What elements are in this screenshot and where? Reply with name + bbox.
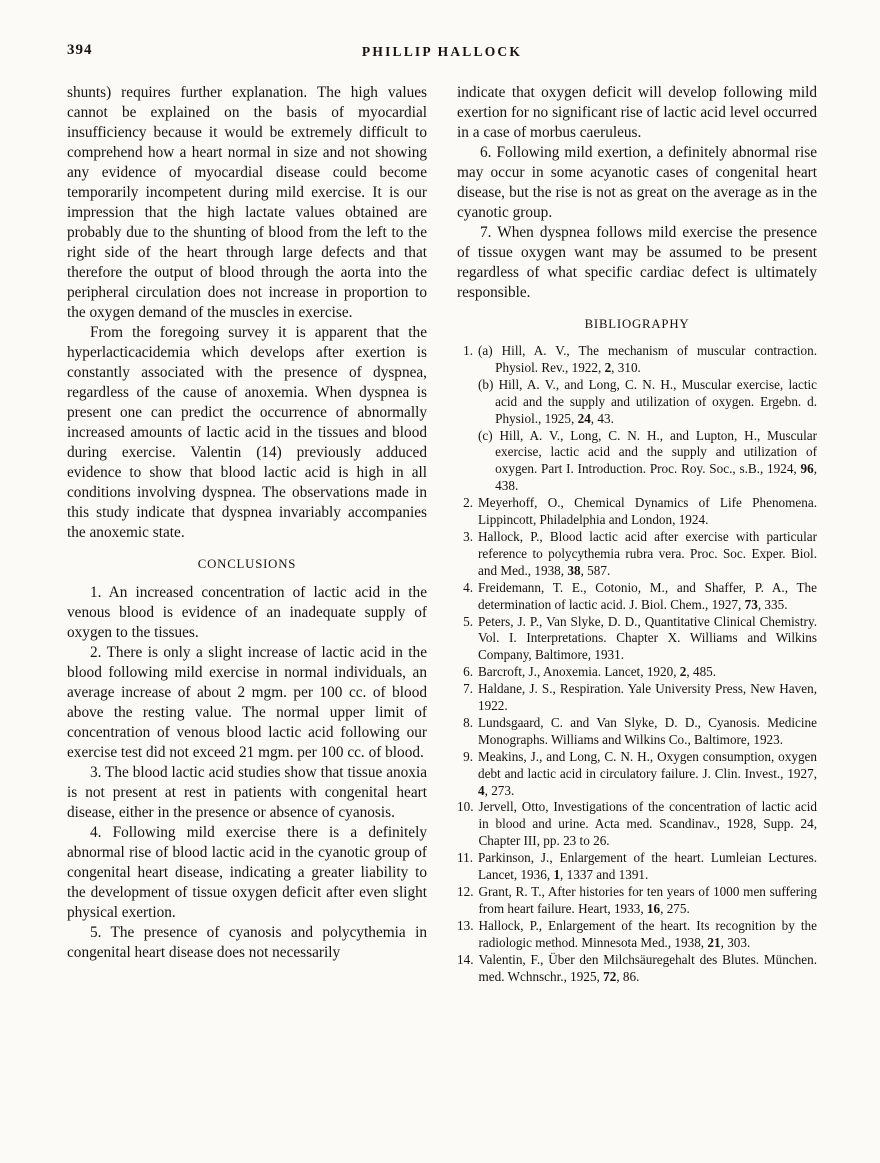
reference-text: Valentin, F., Über den Milchsäuregehalt des Blutes. München. med. Wchnschr., 1925, 72, 86. [478, 951, 817, 984]
reference-text: Peters, J. P., Van Slyke, D. D., Quantitative Clinical Chemistry. Vol. I. Interpretations. Chapter X. Williams and Wilkins Company, Baltimore, 1931. [478, 613, 817, 663]
reference-number: 2. [463, 495, 473, 511]
right-column [457, 83, 817, 985]
conclusion-item: 7. When dyspnea follows mild exercise the presence of tissue oxygen want may be assumed to be present regardless of what specific cardiac defect is ultimately responsible. [457, 224, 817, 301]
body-paragraph: From the foregoing survey it is apparent that the hyperlacticacidemia which develops after exertion is constantly associated with the presence of dyspnea, regardless of the cause of anoxemia. When dyspnea is present one can predict the occurrence of abnormally increased amounts of lactic acid in the tissues and blood during exercise. Valentin (14) previously adduced evidence to show that blood lactic acid is high in all conditions involving dyspnea. The observations made in this study indicate that dyspnea invariably accompanies the anoxemic state. [67, 324, 427, 541]
reference-text: Freidemann, T. E., Cotonio, M., and Shaffer, P. A., The determination of lactic acid. J. Biol. Chem., 1927, 73, 335. [478, 579, 817, 612]
body-paragraph: indicate that oxygen deficit will develop following mild exertion for no significant rise of lactic acid level occurred in a case of morbus caeruleus. [457, 84, 817, 141]
reference-number: 14. [457, 951, 474, 967]
two-column-body [67, 83, 817, 985]
reference-item [457, 715, 817, 749]
conclusion-item: 3. The blood lactic acid studies show that tissue anoxia is not present at rest in patients with congenital heart disease, either in the presence or absence of cyanosis. [67, 764, 427, 821]
reference-item [457, 580, 817, 614]
reference-number: 5. [463, 613, 473, 629]
conclusions-heading: CONCLUSIONS [197, 557, 297, 571]
conclusion-item: 4. Following mild exercise there is a definitely abnormal rise of blood lactic acid in the cyanotic group of congenital heart disease, indicating a greater liability to the development of tissue oxygen deficit after even slight physical exertion. [67, 824, 427, 921]
reference-number: 11. [457, 850, 473, 866]
reference-item [457, 918, 817, 952]
reference-text: Meakins, J., and Long, C. N. H., Oxygen consumption, oxygen debt and lactic acid in circulatory failure. J. Clin. Invest., 1927, 4, 273. [478, 748, 817, 798]
page-header [67, 42, 817, 62]
reference-number: 4. [463, 579, 473, 595]
reference-subitem: (c) Hill, A. V., Long, C. N. H., and Lupton, H., Muscular exercise, lactic acid and the supply and utilization of oxygen. Part I. Introduction. Proc. Roy. Soc., s.B., 1924, 96, 438. [478, 427, 817, 494]
reference-item [457, 614, 817, 665]
reference-text: Barcroft, J., Anoxemia. Lancet, 1920, 2, 485. [478, 664, 717, 680]
reference-number: 13. [457, 917, 474, 933]
left-column [67, 83, 427, 985]
reference-item [457, 952, 817, 986]
bibliography-heading: BIBLIOGRAPHY [584, 317, 690, 331]
reference-item [457, 681, 817, 715]
reference-number: 10. [457, 799, 474, 815]
reference-item [457, 884, 817, 918]
reference-number: 7. [463, 681, 473, 697]
reference-number: 8. [463, 714, 473, 730]
reference-number: 3. [463, 528, 473, 544]
page-number: 394 [67, 42, 93, 58]
reference-text: Hallock, P., Enlargement of the heart. Its recognition by the radiologic method. Minnesota Med., 1938, 21, 303. [478, 917, 817, 950]
running-head: PHILLIP HALLOCK [361, 44, 523, 59]
conclusion-item: 5. The presence of cyanosis and polycythemia in congenital heart disease does not necessarily [67, 924, 427, 961]
reference-item [457, 529, 817, 580]
reference-text: Lundsgaard, C. and Van Slyke, D. D., Cyanosis. Medicine Monographs. Williams and Wilkins Co., Baltimore, 1923. [478, 714, 817, 747]
conclusion-item: 2. There is only a slight increase of lactic acid in the blood following mild exercise in normal individuals, an average increase of about 2 mgm. per 100 cc. of blood above the resting value. The normal upper limit of concentration of venous blood lactic acid following our exercise test did not exceed 21 mgm. per 100 cc. of blood. [67, 644, 427, 761]
reference-item [457, 749, 817, 800]
reference-item [457, 850, 817, 884]
reference-item [457, 495, 817, 529]
reference-number: 12. [457, 884, 474, 899]
reference-text: Hallock, P., Blood lactic acid after exercise with particular reference to polycythemia rubra vera. Proc. Soc. Exper. Biol. and Med., 1938, 38, 587. [478, 528, 817, 578]
reference-text: Meyerhoff, O., Chemical Dynamics of Life Phenomena. Lippincott, Philadelphia and London, 1924. [478, 495, 817, 528]
reference-list [457, 343, 817, 985]
reference-item [457, 799, 817, 850]
reference-text: Parkinson, J., Enlargement of the heart. Lumleian Lectures. Lancet, 1936, 1, 1337 and 1391. [478, 850, 817, 883]
reference-number: 9. [463, 748, 473, 764]
reference-text: Jervell, Otto, Investigations of the concentration of lactic acid in blood and urine. Acta med. Scandinav., 1928, Supp. 24, Chapter III, pp. 23 to 26. [478, 799, 817, 849]
reference-text: Haldane, J. S., Respiration. Yale University Press, New Haven, 1922. [478, 681, 817, 714]
reference-number: 6. [463, 664, 473, 680]
reference-text [478, 343, 817, 495]
reference-number: 1. [463, 343, 473, 358]
body-paragraph: shunts) requires further explanation. The high values cannot be explained on the basis of myocardial insufficiency because it would be extremely difficult to comprehend how a heart normal in size and not showing any evidence of myocardial disease could become temporarily incompetent during mild exercise. It is our impression that the high lactate values obtained are probably due to the shunting of blood from the left to the right side of the heart through large defects and that therefore the output of blood through the aorta into the peripheral circulation does not increase in proportion to the oxygen demand of the muscles in exercise. [67, 84, 427, 321]
reference-text: Grant, R. T., After histories for ten years of 1000 men suffering from heart failure. Heart, 1933, 16, 275. [478, 884, 817, 916]
reference-subitem: (b) Hill, A. V., and Long, C. N. H., Muscular exercise, lactic acid and the supply and utilization of oxygen. Ergebn. d. Physiol., 1925, 24, 43. [478, 376, 817, 426]
conclusion-item: 1. An increased concentration of lactic acid in the venous blood is evidence of an inadequate supply of oxygen to the tissues. [67, 584, 427, 641]
reference-item [457, 343, 817, 495]
conclusion-item: 6. Following mild exertion, a definitely abnormal rise may occur in some acyanotic cases of congenital heart disease, but the rise is not as great on the average as in the cyanotic group. [457, 144, 817, 221]
reference-item [457, 664, 817, 681]
reference-subitem: (a) Hill, A. V., The mechanism of muscular contraction. Physiol. Rev., 1922, 2, 310. [478, 343, 817, 375]
